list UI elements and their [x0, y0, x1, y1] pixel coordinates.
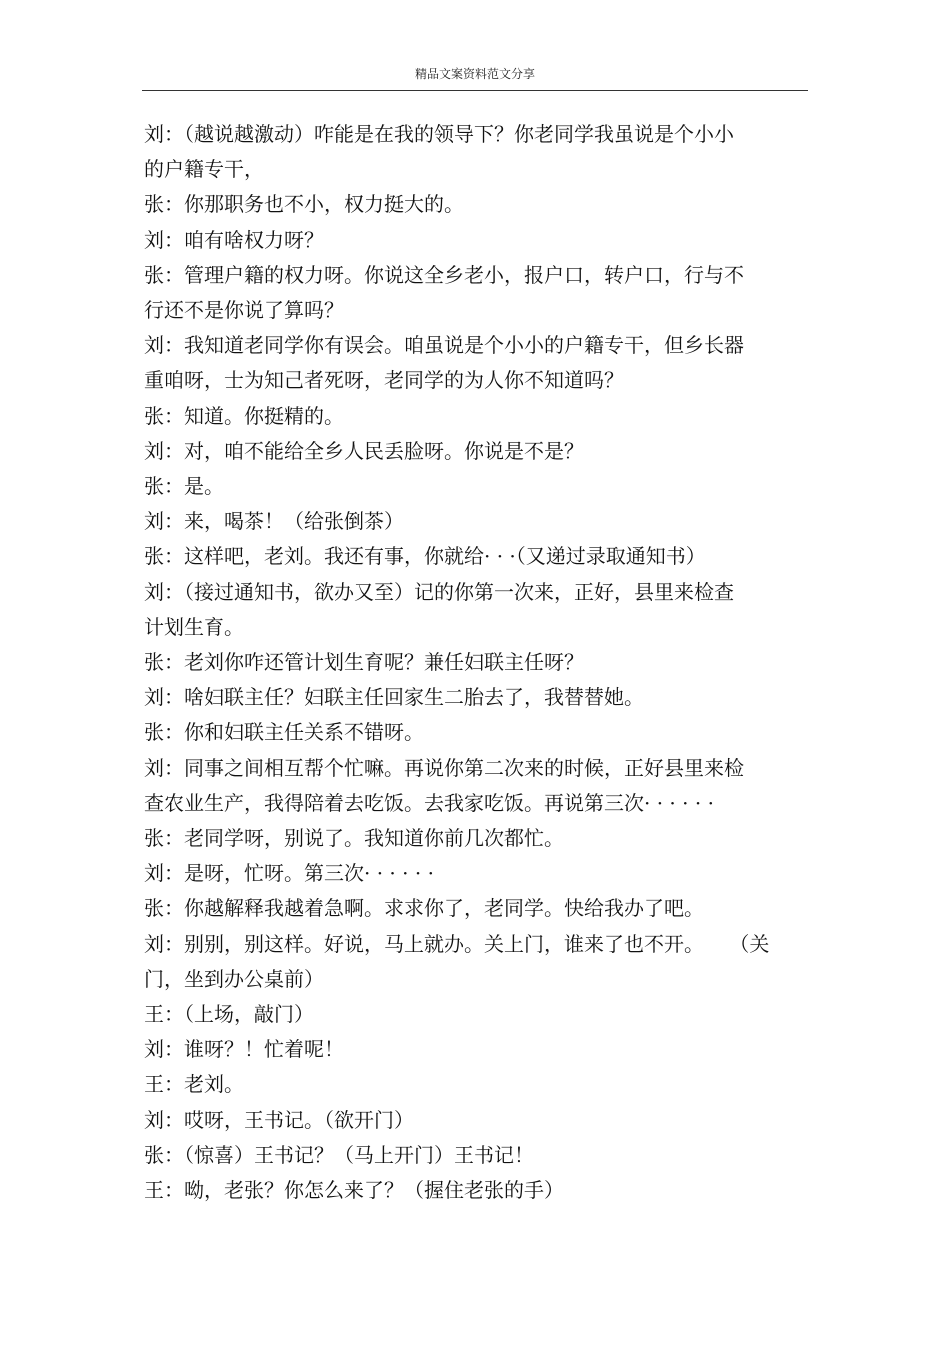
text-line: 重咱呀，士为知己者死呀，老同学的为人你不知道吗？ — [144, 368, 624, 393]
text-line: 王：呦，老张？你怎么来了？（握住老张的手） — [144, 1178, 564, 1203]
script-body — [144, 117, 808, 1208]
text-line: 刘：来，喝茶！（给张倒茶） — [144, 509, 404, 534]
text-line: 张：（惊喜）王书记？（马上开门）王书记！ — [144, 1142, 534, 1167]
text-line: 门，坐到办公桌前） — [144, 966, 324, 991]
text-line: 张：管理户籍的权力呀。你说这全乡老小，报户口，转户口，行与不 — [144, 262, 744, 287]
text-line: 刘：咱有啥权力呀？ — [144, 227, 324, 252]
text-line: 张：是。 — [144, 474, 224, 499]
text-line: 刘：同事之间相互帮个忙嘛。再说你第二次来的时候，正好县里来检 — [144, 755, 744, 780]
text-line: 刘：别别，别这样。好说，马上就办。关上门，谁来了也不开。 （关 — [144, 931, 770, 956]
text-line: 张：老刘你咋还管计划生育呢？兼任妇联主任呀？ — [144, 650, 584, 675]
text-line: 刘：谁呀？！忙着呢！ — [144, 1037, 344, 1062]
text-line: 刘：（越说越激动）咋能是在我的领导下？你老同学我虽说是个小小 — [144, 122, 734, 146]
text-line: 张：你越解释我越着急啊。求求你了，老同学。快给我办了吧。 — [144, 896, 704, 921]
page-header: 精品文案资料范文分享 — [414, 67, 535, 81]
text-line: 的户籍专干， — [144, 157, 264, 182]
header-divider — [142, 90, 808, 91]
text-line: 刘：啥妇联主任？妇联主任回家生二胎去了，我替替她。 — [144, 685, 644, 710]
text-line: 张：这样吧，老刘。我还有事，你就给· · ·（又递过录取通知书） — [144, 544, 706, 569]
text-line: 刘：我知道老同学你有误会。咱虽说是个小小的户籍专干，但乡长器 — [144, 333, 744, 358]
text-line: 行还不是你说了算吗？ — [144, 298, 344, 323]
text-line: 刘：对，咱不能给全乡人民丢脸呀。你说是不是？ — [144, 438, 584, 463]
text-line: 刘：哎呀，王书记。（欲开门） — [144, 1107, 414, 1132]
text-line: 王：（上场，敲门） — [144, 1002, 314, 1027]
text-line: 张：你那职务也不小，权力挺大的。 — [144, 192, 464, 217]
text-line: 计划生育。 — [144, 614, 244, 639]
text-line: 刘：是呀，忙呀。第三次· · · · · · — [144, 861, 434, 886]
text-line: 刘：（接过通知书，欲办又至）记的你第一次来，正好，县里来检查 — [144, 579, 734, 604]
text-line: 张：知道。你挺精的。 — [144, 403, 344, 428]
text-line: 张：老同学呀，别说了。我知道你前几次都忙。 — [144, 826, 564, 851]
text-line: 查农业生产，我得陪着去吃饭。去我家吃饭。再说第三次· · · · · · — [144, 790, 714, 815]
text-line: 张：你和妇联主任关系不错呀。 — [144, 720, 424, 745]
text-line: 王：老刘。 — [144, 1072, 244, 1097]
